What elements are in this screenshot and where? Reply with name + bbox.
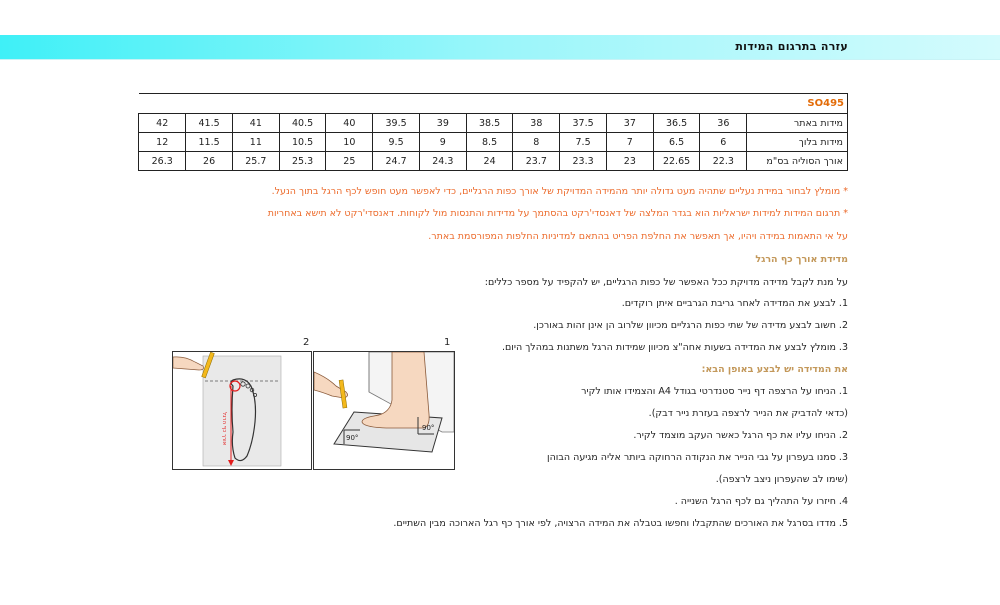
table-cell: 25.7 [232, 152, 279, 171]
table-cell: 9.5 [373, 133, 419, 152]
step-item: (כדאי להדביק את הנייר לרצפה בעזרת נייר דבק). [648, 408, 848, 419]
table-cell: 23.7 [513, 152, 560, 171]
table-cell: 40.5 [279, 114, 325, 133]
figure-foot-outline [172, 351, 312, 470]
header-bar [0, 35, 1000, 60]
table-cell: 8 [513, 133, 560, 152]
section-heading-foot-length: מדידת אורך כף הרגל [755, 254, 848, 265]
foot-length-label: אורך כף הרגל [221, 412, 227, 446]
table-row [139, 133, 848, 152]
angle-label: 90° [422, 424, 435, 432]
table-cell: 12 [139, 133, 186, 152]
rule-item: 3. מומלץ לבצע את המדידה בשעות אחה"צ מכיוון שמידות הרגל משתנות במהלך היום. [501, 342, 848, 353]
product-code: SO495 [139, 94, 848, 114]
table-row [139, 152, 848, 171]
step-item: 5. מדדו בסרגל את האורכים שהתקבלו וחפשו בטבלה את המידה הרצויה, לפי אורך כף רגל הארוכה מבין השתיים. [393, 518, 848, 529]
table-cell: 41 [232, 114, 279, 133]
table-cell: 41.5 [186, 114, 232, 133]
table-cell: 42 [139, 114, 186, 133]
table-cell: 39 [419, 114, 466, 133]
section-heading-how-to: את המדידה יש לבצע באופן הבא: [701, 364, 848, 375]
table-cell: 23 [606, 152, 653, 171]
step-item: 4. חיזרו על התהליך גם לכף הרגל השנייה . [674, 496, 848, 507]
rule-item: 1. לבצע את המדידה לאחר גריבת הגרביים איתן רוקדים. [621, 298, 848, 309]
note-disclaimer-line2: על אי התאמות במידה ויהיו, אך תאפשר את החלפת הפריט בהתאם למדיניות החלפות המפורסמת באתר. [428, 231, 848, 242]
table-cell: 39.5 [373, 114, 419, 133]
step-item: 2. הניחו עליו את כף הרגל כאשר העקב מוצמד לקיר. [633, 430, 848, 441]
figure-1-number: 1 [444, 337, 451, 348]
table-cell: 6.5 [653, 133, 699, 152]
table-cell: 25.3 [279, 152, 325, 171]
table-cell: 37.5 [560, 114, 606, 133]
top-strip [0, 0, 1000, 35]
table-cell: 38 [513, 114, 560, 133]
row-label: אורך הסוליה בס"מ [747, 152, 848, 171]
table-row [139, 114, 848, 133]
figure-foot-against-wall [313, 351, 455, 470]
step-item: 1. הניחו על הרצפה דף נייר סטנדרטי בגודל A4 והצמידו אותו לקיר [581, 386, 848, 397]
table-cell: 8.5 [466, 133, 512, 152]
table-cell: 40 [326, 114, 373, 133]
table-cell: 10.5 [279, 133, 325, 152]
size-table-code-row [139, 94, 848, 114]
table-cell: 26 [186, 152, 232, 171]
row-label: מידות באתר [747, 114, 848, 133]
table-cell: 36 [700, 114, 747, 133]
table-cell: 36.5 [653, 114, 699, 133]
table-cell: 24 [466, 152, 512, 171]
table-cell: 6 [700, 133, 747, 152]
note-disclaimer-line1: * תרגום המידות למידות ישראליות הוא בגדר המלצה של דאנסדי'רקט בהסתמך על מדידות והתנסות מול לקוחות. דאנסדי'רקט לא תישא באחריות [267, 208, 848, 219]
angle-label: 90° [346, 434, 359, 442]
table-cell: 10 [326, 133, 373, 152]
table-cell: 22.3 [700, 152, 747, 171]
measure-intro: על מנת לקבל מדידה מדויקת ככל האפשר של כפות הרגליים, יש להקפיד על מספר כללים: [484, 277, 848, 288]
table-cell: 38.5 [466, 114, 512, 133]
table-cell: 7 [606, 133, 653, 152]
step-item: 3. סמנו בעפרון על גבי הנייר את הנקודה הרחוקה ביותר אליה מגיעה הבוהן [547, 452, 848, 463]
table-cell: 22.65 [653, 152, 699, 171]
note-recommendation: * מומלץ לבחור במידת נעליים שתהיה מעט גדולה יותר מהמידה המדויקת של אורך כפות הרגליים, כדי לאפשר מעט חופש לכף הרגל בתוך הנעל. [271, 186, 848, 197]
row-label: מידות בלוך [747, 133, 848, 152]
table-cell: 7.5 [560, 133, 606, 152]
foot-outline-illustration [173, 352, 311, 469]
table-cell: 23.3 [560, 152, 606, 171]
table-cell: 26.3 [139, 152, 186, 171]
size-table [138, 93, 848, 171]
step-item: (שימו לב שהעפרון ניצב לרצפה). [715, 474, 848, 485]
rule-item: 2. חשוב לבצע מדידה של שתי כפות הרגליים מכיוון שלרוב הן אינן זהות באורכן. [533, 320, 848, 331]
table-cell: 25 [326, 152, 373, 171]
foot-wall-illustration [314, 352, 454, 469]
table-cell: 11 [232, 133, 279, 152]
table-cell: 24.3 [419, 152, 466, 171]
figure-2-number: 2 [303, 337, 310, 348]
table-cell: 11.5 [186, 133, 232, 152]
table-cell: 9 [419, 133, 466, 152]
page-title: עזרה בתרגום המידות [735, 40, 848, 53]
table-cell: 37 [606, 114, 653, 133]
table-cell: 24.7 [373, 152, 419, 171]
